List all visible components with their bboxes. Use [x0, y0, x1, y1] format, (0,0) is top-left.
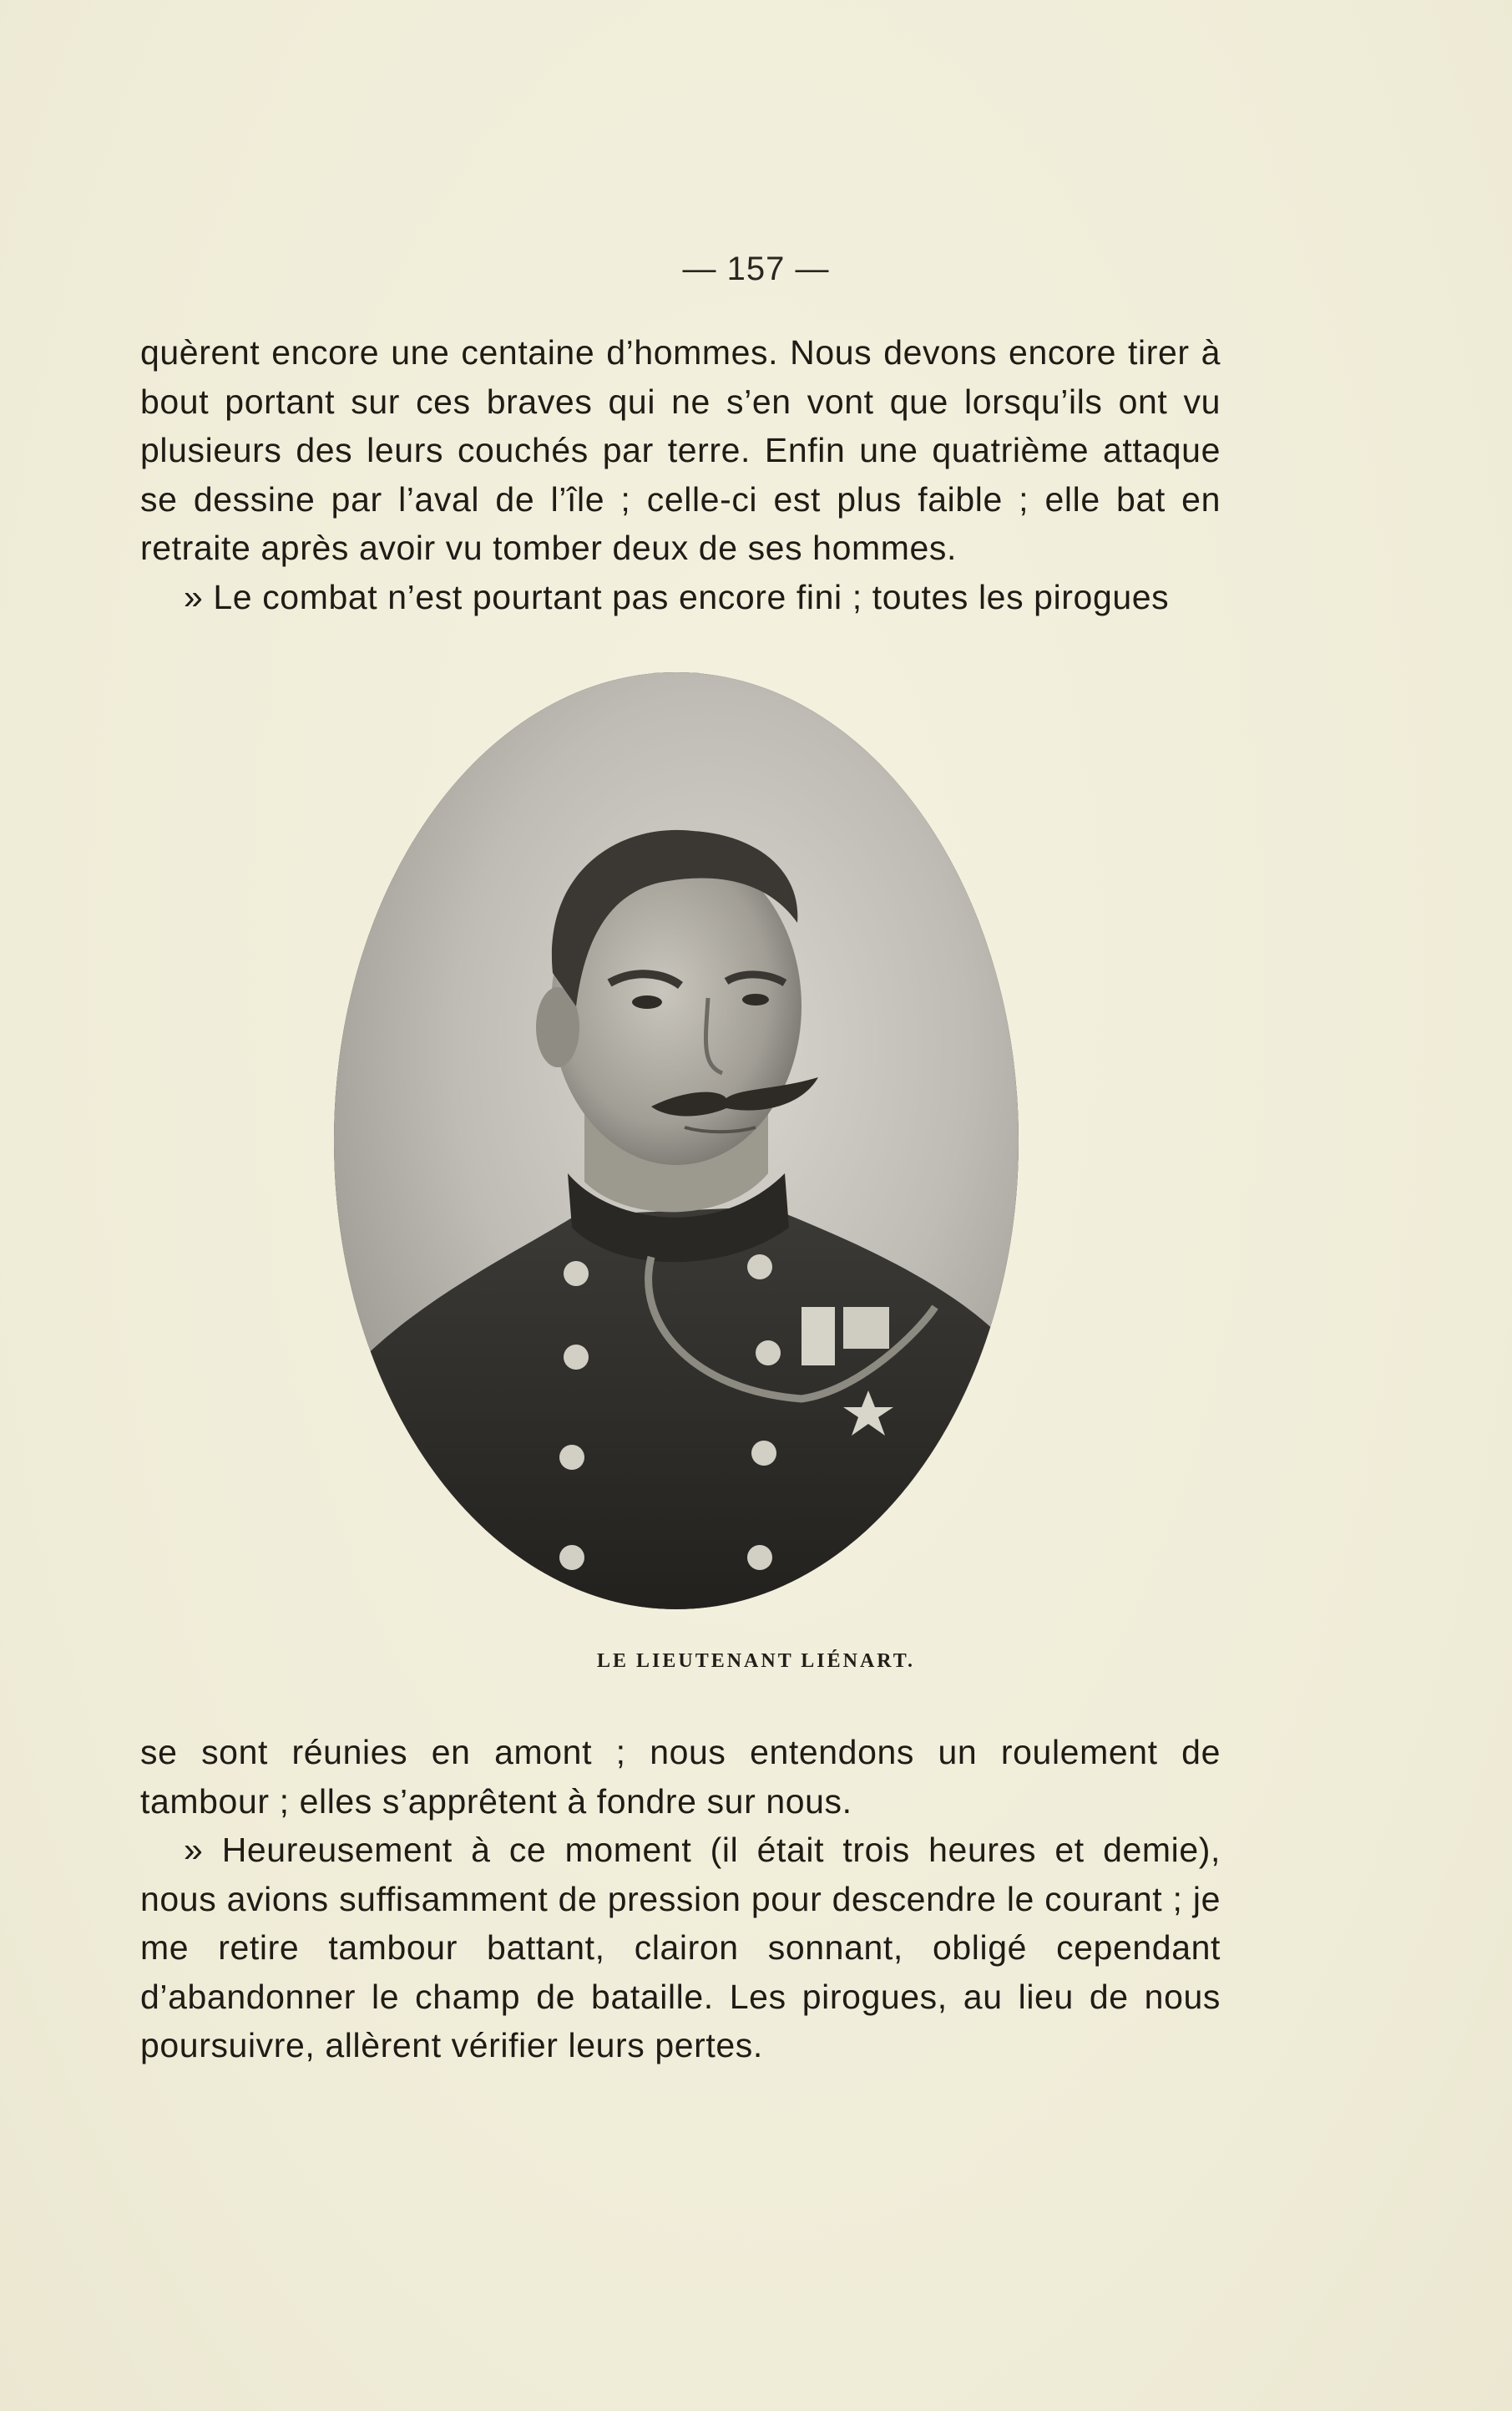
page-number: — 157 — — [682, 251, 830, 287]
portrait-photo — [334, 672, 1019, 1609]
paragraph: » Heureusement à ce moment (il était trois heures et demie), nous avions suffisamment de pression pour descendre le courant ; je me retire tambour battant, clairon sonnant, obligé cependant d’abandonner le champ de bataille. Les pirogues, au lieu de nous poursuivre, allèrent vérifier leurs pertes. — [140, 1831, 1221, 2064]
paragraph: se sont réunies en amont ; nous entendons un roulement de tambour ; elles s’apprêtent à fondre sur nous. — [140, 1733, 1221, 1821]
text-block-bottom — [140, 1728, 1221, 2070]
portrait-caption: LE LIEUTENANT LIÉNART. — [596, 1650, 916, 1672]
paragraph: » Le combat n’est pourtant pas encore fini ; toutes les pirogues — [184, 577, 1170, 616]
text-block-top — [140, 328, 1221, 621]
paragraph: quèrent encore une centaine d’hommes. Nous devons encore tirer à bout portant sur ces braves qui ne s’en vont que lorsqu’ils ont vu plusieurs des leurs couchés par terre. Enfin une quatrième attaque se dessine par l’aval de l’île ; celle-ci est plus faible ; elle bat en retraite après avoir vu tomber deux de ses hommes. — [140, 333, 1221, 567]
